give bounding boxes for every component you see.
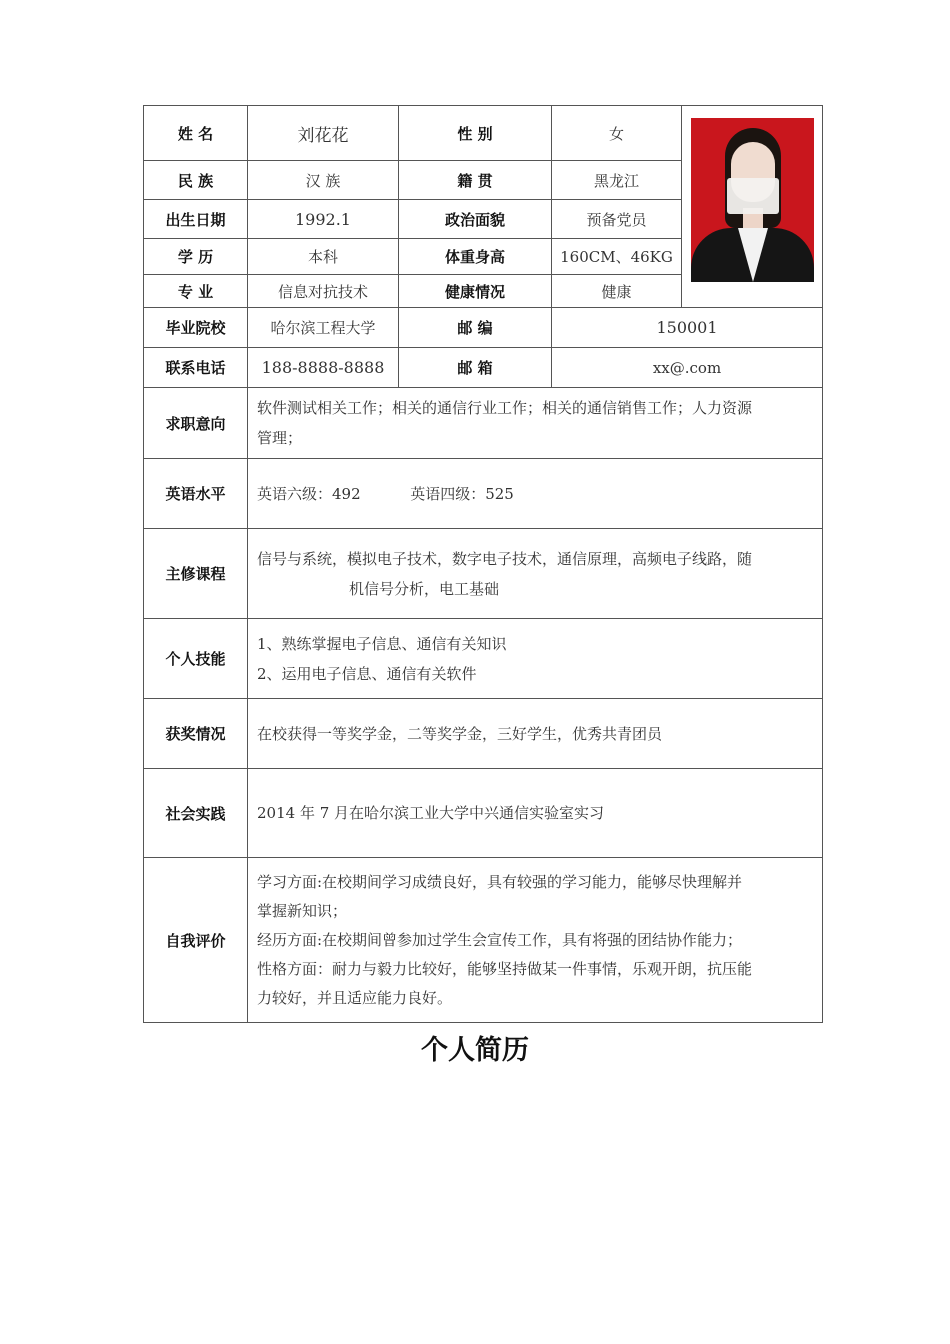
self-eval-line: 经历方面:在校期间曾参加过学生会宣传工作，具有将强的团结协作能力； [257, 930, 743, 949]
health-label: 健康情况 [399, 275, 552, 308]
courses-line: 信号与系统，模拟电子技术，数字电子技术，通信原理，高频电子线路，随 [257, 549, 753, 568]
education-label: 学 历 [144, 239, 248, 275]
email-value: xx@.com [552, 348, 823, 388]
name-label: 姓 名 [144, 106, 248, 161]
english-label: 英语水平 [144, 459, 248, 529]
photo-cell [682, 106, 823, 308]
gender-value: 女 [552, 106, 682, 161]
birth-label: 出生日期 [144, 200, 248, 239]
phone-value: 188-8888-8888 [248, 348, 399, 388]
objective-line: 软件测试相关工作；相关的通信行业工作；相关的通信销售工作；人力资源 [257, 399, 753, 417]
zip-label: 邮 编 [399, 308, 552, 348]
self-eval-text [248, 858, 823, 1023]
skills-line: 1、熟练掌握电子信息、通信有关知识 [257, 634, 507, 653]
major-label: 专 业 [144, 275, 248, 308]
objective-label: 求职意向 [144, 388, 248, 459]
objective-text [248, 388, 823, 459]
awards-label: 获奖情况 [144, 699, 248, 769]
email-label: 邮 箱 [399, 348, 552, 388]
self-eval-line: 力较好，并且适应能力良好。 [257, 988, 453, 1007]
courses-text [248, 529, 823, 619]
body-label: 体重身高 [399, 239, 552, 275]
english-text [248, 459, 823, 529]
courses-label: 主修课程 [144, 529, 248, 619]
political-value: 预备党员 [552, 200, 682, 239]
resume-title: 个人简历 [421, 1035, 529, 1066]
gender-label: 性 别 [399, 106, 552, 161]
awards-text: 在校获得一等奖学金，二等奖学金，三好学生，优秀共青团员 [248, 699, 823, 769]
origin-value: 黑龙江 [552, 161, 682, 200]
phone-label: 联系电话 [144, 348, 248, 388]
skills-line: 2、运用电子信息、通信有关软件 [257, 664, 477, 683]
resume-table [143, 105, 823, 1023]
courses-line: 机信号分析，电工基础 [349, 579, 500, 598]
english-cet6: 英语六级：492 [257, 484, 361, 503]
zip-value: 150001 [552, 308, 823, 348]
skills-text [248, 619, 823, 699]
major-value: 信息对抗技术 [248, 275, 399, 308]
school-value: 哈尔滨工程大学 [248, 308, 399, 348]
body-value: 160CM、46KG [552, 239, 682, 275]
ethnicity-label: 民 族 [144, 161, 248, 200]
practice-text: 2014 年 7 月在哈尔滨工业大学中兴通信实验室实习 [248, 769, 823, 858]
origin-label: 籍 贯 [399, 161, 552, 200]
skills-label: 个人技能 [144, 619, 248, 699]
self-eval-label: 自我评价 [144, 858, 248, 1023]
objective-line: 管理； [257, 429, 303, 447]
political-label: 政治面貌 [399, 200, 552, 239]
portrait-photo [691, 118, 814, 282]
school-label: 毕业院校 [144, 308, 248, 348]
ethnicity-value: 汉 族 [248, 161, 399, 200]
self-eval-line: 性格方面：耐力与毅力比较好，能够坚持做某一件事情，乐观开朗，抗压能 [257, 959, 753, 978]
name-value: 刘花花 [248, 106, 399, 161]
self-eval-line: 学习方面:在校期间学习成绩良好，具有较强的学习能力，能够尽快理解并 [257, 872, 743, 891]
education-value: 本科 [248, 239, 399, 275]
birth-value: 1992.1 [248, 200, 399, 239]
health-value: 健康 [552, 275, 682, 308]
practice-label: 社会实践 [144, 769, 248, 858]
english-cet4: 英语四级：525 [410, 484, 514, 503]
self-eval-line: 掌握新知识； [257, 901, 348, 920]
resume-table-container [143, 105, 822, 1023]
